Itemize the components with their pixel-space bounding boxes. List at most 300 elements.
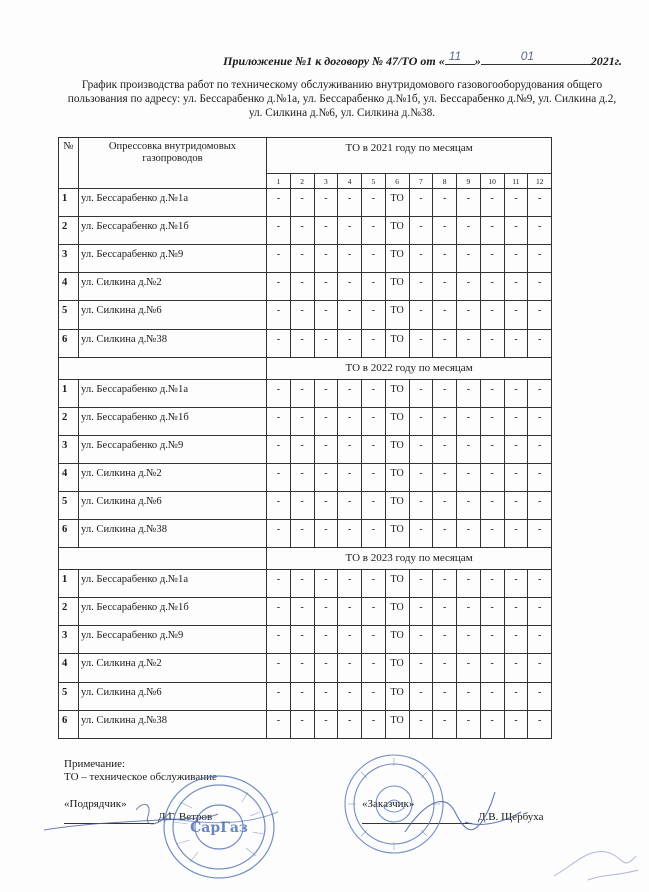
month-cell: -: [314, 598, 338, 626]
month-cell: -: [409, 710, 433, 738]
month-cell: -: [409, 520, 433, 548]
month-cell: ТО: [385, 626, 409, 654]
month-cell: ТО: [385, 520, 409, 548]
appendix-suffix: 2021г.: [590, 54, 622, 68]
header-row: [59, 138, 552, 174]
customer-signature-icon: [395, 782, 525, 852]
month-cell: -: [267, 520, 291, 548]
month-cell: -: [290, 407, 314, 435]
month-cell: -: [480, 329, 504, 357]
month-number: 5: [362, 174, 386, 189]
month-number: 2: [290, 174, 314, 189]
row-number: 1: [59, 379, 79, 407]
month-cell: ТО: [385, 245, 409, 273]
month-cell: -: [267, 301, 291, 329]
month-cell: -: [267, 245, 291, 273]
month-cell: -: [504, 273, 528, 301]
month-cell: -: [480, 435, 504, 463]
month-cell: -: [314, 626, 338, 654]
month-cell: -: [314, 189, 338, 217]
month-cell: -: [504, 463, 528, 491]
month-number: 4: [338, 174, 362, 189]
month-cell: -: [480, 520, 504, 548]
month-cell: -: [314, 329, 338, 357]
month-cell: -: [338, 710, 362, 738]
month-cell: -: [409, 379, 433, 407]
month-cell: -: [504, 598, 528, 626]
customer-label: «Заказчик»: [362, 798, 415, 810]
row-address: ул. Силкина д.№6: [79, 301, 267, 329]
month-cell: -: [338, 435, 362, 463]
month-cell: -: [267, 217, 291, 245]
month-cell: -: [338, 189, 362, 217]
month-cell: -: [409, 273, 433, 301]
handwritten-day: 11: [448, 49, 462, 63]
row-number: 4: [59, 463, 79, 491]
month-cell: -: [290, 491, 314, 519]
month-cell: -: [480, 570, 504, 598]
month-cell: -: [528, 626, 552, 654]
month-cell: -: [433, 189, 457, 217]
month-cell: -: [338, 520, 362, 548]
row-number: 3: [59, 435, 79, 463]
blank-cell: [59, 357, 267, 379]
month-cell: -: [480, 379, 504, 407]
month-cell: -: [362, 570, 386, 598]
month-cell: -: [528, 301, 552, 329]
row-address: ул. Бессарабенко д.№1б: [79, 407, 267, 435]
month-cell: -: [290, 710, 314, 738]
month-cell: -: [338, 626, 362, 654]
month-cell: -: [528, 329, 552, 357]
row-address: ул. Силкина д.№6: [79, 682, 267, 710]
table-row: [59, 654, 552, 682]
month-cell: -: [362, 301, 386, 329]
table-row: [59, 189, 552, 217]
month-cell: -: [338, 491, 362, 519]
month-cell: -: [528, 245, 552, 273]
month-cell: ТО: [385, 710, 409, 738]
month-cell: -: [457, 245, 481, 273]
month-number: 11: [504, 174, 528, 189]
month-cell: -: [362, 379, 386, 407]
table-row: [59, 570, 552, 598]
month-cell: -: [457, 463, 481, 491]
table-row: [59, 598, 552, 626]
month-cell: -: [528, 379, 552, 407]
month-cell: -: [314, 217, 338, 245]
month-number: 3: [314, 174, 338, 189]
month-cell: -: [433, 520, 457, 548]
month-cell: -: [480, 626, 504, 654]
month-cell: -: [480, 217, 504, 245]
month-cell: ТО: [385, 598, 409, 626]
month-cell: -: [409, 654, 433, 682]
month-cell: -: [433, 217, 457, 245]
handwritten-signature-icon: [548, 836, 642, 886]
month-cell: ТО: [385, 273, 409, 301]
row-number: 6: [59, 710, 79, 738]
row-address: ул. Бессарабенко д.№1б: [79, 217, 267, 245]
month-cell: -: [457, 273, 481, 301]
month-cell: -: [267, 189, 291, 217]
month-cell: -: [409, 598, 433, 626]
month-cell: -: [290, 245, 314, 273]
month-cell: -: [433, 245, 457, 273]
month-cell: ТО: [385, 654, 409, 682]
year-heading: ТО в 2021 году по месяцам: [267, 138, 552, 174]
month-cell: ТО: [385, 379, 409, 407]
month-cell: -: [362, 407, 386, 435]
month-cell: -: [314, 435, 338, 463]
month-cell: -: [433, 329, 457, 357]
month-cell: -: [290, 520, 314, 548]
row-address: ул. Силкина д.№2: [79, 463, 267, 491]
row-number: 2: [59, 598, 79, 626]
row-number: 4: [59, 654, 79, 682]
appendix-prefix: Приложение №1 к договору № 47/ТО от «: [223, 54, 445, 68]
contractor-signature-icon: [40, 796, 220, 846]
month-cell: -: [433, 301, 457, 329]
month-cell: -: [457, 520, 481, 548]
month-cell: -: [314, 654, 338, 682]
month-cell: -: [338, 682, 362, 710]
month-cell: -: [338, 598, 362, 626]
month-cell: -: [314, 491, 338, 519]
month-cell: -: [290, 301, 314, 329]
month-cell: -: [504, 520, 528, 548]
month-cell: -: [480, 682, 504, 710]
month-cell: ТО: [385, 491, 409, 519]
table-row: [59, 626, 552, 654]
month-cell: -: [290, 273, 314, 301]
month-cell: -: [504, 217, 528, 245]
month-cell: -: [290, 189, 314, 217]
table-row: [59, 463, 552, 491]
month-cell: -: [457, 654, 481, 682]
month-cell: -: [338, 654, 362, 682]
month-number: 1: [267, 174, 291, 189]
month-cell: -: [504, 435, 528, 463]
table-row: [59, 379, 552, 407]
month-cell: -: [362, 682, 386, 710]
month-cell: -: [433, 379, 457, 407]
month-cell: -: [267, 654, 291, 682]
table-row: [59, 682, 552, 710]
month-cell: -: [362, 491, 386, 519]
month-cell: -: [480, 654, 504, 682]
month-cell: -: [338, 217, 362, 245]
month-cell: -: [267, 407, 291, 435]
month-cell: -: [504, 626, 528, 654]
month-cell: -: [362, 217, 386, 245]
month-cell: -: [267, 570, 291, 598]
month-cell: -: [480, 463, 504, 491]
month-cell: ТО: [385, 329, 409, 357]
row-address: ул. Силкина д.№38: [79, 710, 267, 738]
month-cell: -: [480, 301, 504, 329]
month-cell: -: [290, 379, 314, 407]
month-cell: -: [528, 654, 552, 682]
note-title: Примечание:: [64, 758, 126, 770]
month-number: 9: [457, 174, 481, 189]
year-heading: ТО в 2022 году по месяцам: [267, 357, 552, 379]
month-cell: -: [433, 654, 457, 682]
month-cell: -: [338, 379, 362, 407]
contractor-name: Д.Г. Ветров: [158, 811, 213, 823]
month-cell: -: [362, 273, 386, 301]
month-cell: -: [528, 273, 552, 301]
month-cell: -: [362, 189, 386, 217]
month-cell: -: [362, 654, 386, 682]
month-cell: -: [290, 626, 314, 654]
schedule-body: [59, 138, 552, 739]
month-cell: -: [362, 598, 386, 626]
month-cell: ТО: [385, 217, 409, 245]
month-cell: -: [409, 407, 433, 435]
month-cell: -: [480, 189, 504, 217]
row-address: ул. Силкина д.№2: [79, 654, 267, 682]
month-cell: -: [267, 598, 291, 626]
row-number: 6: [59, 329, 79, 357]
month-cell: -: [290, 435, 314, 463]
month-cell: ТО: [385, 435, 409, 463]
month-cell: -: [409, 435, 433, 463]
month-cell: -: [480, 710, 504, 738]
month-cell: -: [314, 301, 338, 329]
col-number-header: №: [59, 138, 79, 189]
month-cell: -: [433, 598, 457, 626]
row-address: ул. Бессарабенко д.№1б: [79, 598, 267, 626]
month-cell: -: [409, 491, 433, 519]
month-cell: -: [433, 463, 457, 491]
row-address: ул. Силкина д.№38: [79, 329, 267, 357]
month-cell: -: [267, 682, 291, 710]
row-number: 1: [59, 189, 79, 217]
row-address: ул. Бессарабенко д.№9: [79, 245, 267, 273]
row-number: 5: [59, 682, 79, 710]
contractor-label: «Подрядчик»: [64, 798, 127, 810]
month-cell: ТО: [385, 301, 409, 329]
month-cell: -: [314, 273, 338, 301]
row-address: ул. Бессарабенко д.№1а: [79, 189, 267, 217]
month-cell: -: [338, 463, 362, 491]
month-number: 10: [480, 174, 504, 189]
month-cell: -: [528, 598, 552, 626]
row-address: ул. Силкина д.№2: [79, 273, 267, 301]
month-cell: -: [504, 491, 528, 519]
note-text: ТО – техническое обслуживание: [64, 771, 217, 783]
month-cell: -: [528, 491, 552, 519]
stamp-center-text: СарГаз: [190, 820, 248, 836]
month-cell: -: [314, 379, 338, 407]
table-row: [59, 301, 552, 329]
month-cell: -: [504, 682, 528, 710]
month-cell: -: [314, 520, 338, 548]
month-cell: -: [314, 682, 338, 710]
month-cell: -: [480, 491, 504, 519]
month-cell: -: [267, 435, 291, 463]
month-cell: -: [504, 710, 528, 738]
month-cell: -: [290, 570, 314, 598]
month-cell: -: [457, 189, 481, 217]
month-cell: -: [433, 491, 457, 519]
row-address: ул. Силкина д.№6: [79, 491, 267, 519]
customer-name: Д.В. Щербуха: [478, 811, 544, 823]
month-cell: -: [362, 463, 386, 491]
month-cell: -: [290, 598, 314, 626]
month-cell: -: [409, 217, 433, 245]
schedule-table: [58, 137, 552, 739]
month-cell: -: [409, 682, 433, 710]
month-cell: -: [504, 245, 528, 273]
month-cell: -: [457, 301, 481, 329]
month-cell: -: [314, 463, 338, 491]
month-cell: -: [267, 626, 291, 654]
month-cell: -: [267, 379, 291, 407]
month-cell: -: [362, 710, 386, 738]
month-cell: -: [433, 570, 457, 598]
month-cell: -: [457, 570, 481, 598]
month-cell: -: [290, 329, 314, 357]
month-cell: ТО: [385, 189, 409, 217]
month-number: 12: [528, 174, 552, 189]
month-cell: -: [338, 301, 362, 329]
table-row: [59, 273, 552, 301]
month-cell: -: [433, 710, 457, 738]
month-cell: -: [267, 710, 291, 738]
month-cell: -: [314, 570, 338, 598]
row-number: 1: [59, 570, 79, 598]
row-number: 2: [59, 217, 79, 245]
month-cell: -: [409, 463, 433, 491]
month-cell: -: [338, 570, 362, 598]
handwritten-month: 01: [520, 49, 535, 63]
row-address: ул. Бессарабенко д.№9: [79, 435, 267, 463]
day-blank: [445, 49, 475, 65]
month-cell: -: [457, 435, 481, 463]
month-cell: -: [504, 329, 528, 357]
row-address: ул. Бессарабенко д.№1а: [79, 570, 267, 598]
row-number: 6: [59, 520, 79, 548]
blank-cell: [59, 548, 267, 570]
month-cell: -: [528, 217, 552, 245]
month-cell: ТО: [385, 407, 409, 435]
month-cell: ТО: [385, 682, 409, 710]
month-cell: -: [504, 570, 528, 598]
month-cell: -: [433, 407, 457, 435]
month-cell: -: [267, 273, 291, 301]
table-row: [59, 435, 552, 463]
month-cell: -: [362, 329, 386, 357]
month-cell: -: [314, 407, 338, 435]
year-heading-row: [59, 357, 552, 379]
month-cell: -: [338, 273, 362, 301]
row-address: ул. Силкина д.№38: [79, 520, 267, 548]
month-cell: -: [528, 682, 552, 710]
month-number: 7: [409, 174, 433, 189]
month-cell: -: [314, 245, 338, 273]
month-cell: -: [314, 710, 338, 738]
appendix-mid: »: [474, 54, 481, 68]
month-cell: -: [338, 245, 362, 273]
month-cell: ТО: [385, 463, 409, 491]
month-cell: -: [528, 570, 552, 598]
month-cell: -: [457, 379, 481, 407]
month-cell: -: [267, 329, 291, 357]
table-row: [59, 329, 552, 357]
month-cell: -: [267, 491, 291, 519]
year-heading: ТО в 2023 году по месяцам: [267, 548, 552, 570]
table-row: [59, 520, 552, 548]
month-cell: -: [457, 626, 481, 654]
month-cell: -: [528, 463, 552, 491]
appendix-heading: [170, 49, 622, 69]
row-address: ул. Бессарабенко д.№1а: [79, 379, 267, 407]
month-cell: -: [433, 682, 457, 710]
row-number: 2: [59, 407, 79, 435]
month-cell: -: [457, 217, 481, 245]
month-cell: -: [480, 407, 504, 435]
month-cell: -: [480, 598, 504, 626]
month-cell: -: [480, 273, 504, 301]
schedule-title: График производства работ по техническому обслуживанию внутридомового газовогооборудования общего пользования по адресу: ул. Бессарабенко д.№1а, ул. Бессарабенко д.№1б, ул. Бессарабенко д.№9, ул. Силкина д.2, ул. Силкина д.№6, ул. Силкина д.№38.: [67, 79, 617, 119]
month-cell: -: [504, 654, 528, 682]
month-cell: -: [362, 520, 386, 548]
month-cell: -: [457, 491, 481, 519]
row-number: 5: [59, 491, 79, 519]
month-cell: -: [409, 301, 433, 329]
month-cell: -: [362, 245, 386, 273]
month-cell: -: [457, 710, 481, 738]
month-cell: -: [480, 245, 504, 273]
month-cell: -: [409, 189, 433, 217]
month-cell: -: [528, 189, 552, 217]
month-cell: -: [528, 520, 552, 548]
table-row: [59, 217, 552, 245]
month-cell: -: [409, 626, 433, 654]
col-work-header: Опрессовка внутридомовых газопроводов: [79, 138, 267, 189]
month-cell: -: [433, 626, 457, 654]
month-number: 6: [385, 174, 409, 189]
month-cell: -: [290, 682, 314, 710]
month-cell: -: [290, 217, 314, 245]
month-cell: -: [504, 407, 528, 435]
month-cell: -: [504, 189, 528, 217]
month-cell: -: [338, 407, 362, 435]
month-cell: -: [504, 301, 528, 329]
month-cell: -: [267, 463, 291, 491]
month-cell: -: [290, 654, 314, 682]
row-address: ул. Бессарабенко д.№9: [79, 626, 267, 654]
month-cell: -: [409, 245, 433, 273]
month-cell: -: [433, 435, 457, 463]
month-cell: ТО: [385, 570, 409, 598]
row-number: 3: [59, 626, 79, 654]
table-row: [59, 407, 552, 435]
month-cell: -: [338, 329, 362, 357]
month-number: 8: [433, 174, 457, 189]
month-cell: -: [457, 329, 481, 357]
month-cell: -: [528, 710, 552, 738]
month-cell: -: [409, 329, 433, 357]
row-number: 3: [59, 245, 79, 273]
row-number: 4: [59, 273, 79, 301]
month-cell: -: [528, 407, 552, 435]
month-cell: -: [290, 463, 314, 491]
month-cell: -: [457, 682, 481, 710]
month-blank: [481, 49, 591, 65]
